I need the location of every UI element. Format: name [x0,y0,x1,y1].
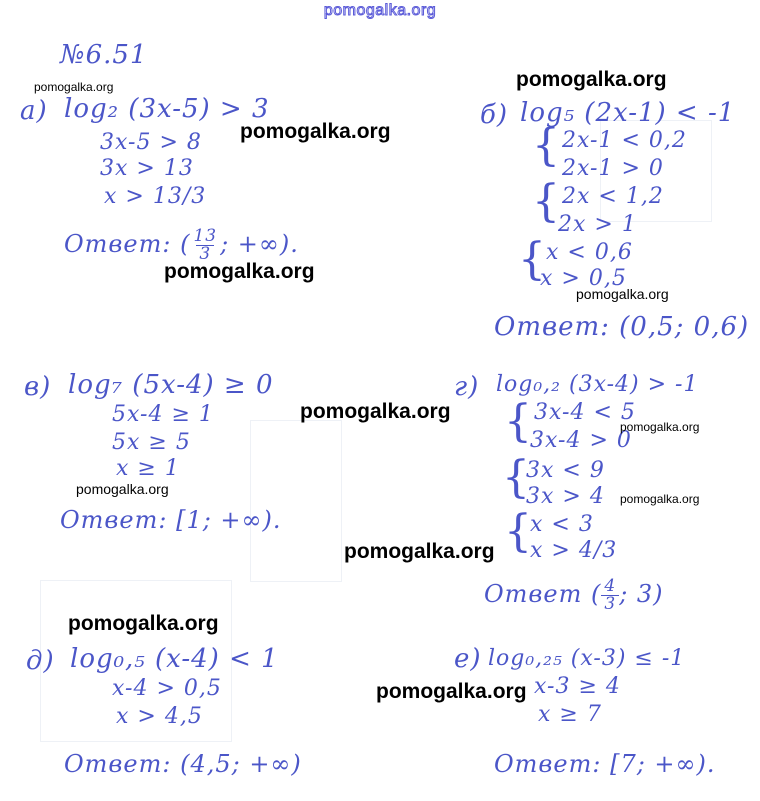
part-v-answer: Ответ: [1; +∞). [60,506,282,534]
part-a-line: x > 13/3 [104,184,207,209]
watermark: pomogalka.org [344,540,495,563]
system-brace: { [504,396,532,447]
watermark: pomogalka.org [34,80,114,94]
answer-fraction [601,578,619,613]
part-v-line: 5x ≥ 5 [112,430,191,455]
part-e-answer: Ответ: [7; +∞). [494,750,716,778]
header-watermark: pomogalka.org [323,2,437,19]
system-brace: { [518,234,546,285]
part-b-line: 2x-1 < 0,2 [562,128,687,153]
part-d-answer: Ответ: (4,5; +∞) [64,750,302,778]
system-brace: { [502,452,530,503]
part-a-line: 3x-5 > 8 [100,130,202,155]
part-g-line: x > 4/3 [530,538,618,563]
part-b-line: 2x < 1,2 [562,184,664,209]
part-e-line: x-3 ≥ 4 [534,674,621,699]
watermark: pomogalka.org [376,680,527,703]
watermark: pomogalka.org [620,492,700,506]
system-brace: { [532,176,560,227]
part-b-line: 2x > 1 [558,212,637,237]
part-g-line: 3x < 9 [526,458,605,483]
grid-trace [250,420,342,582]
part-v-line: 5x-4 ≥ 1 [112,402,214,427]
fraction-numerator: 4 [604,576,617,596]
part-e-line: log₀,₂₅ (x-3) ≤ -1 [488,646,686,671]
part-g-line: 3x > 4 [526,484,605,509]
part-g-line: log₀,₂ (3x-4) > -1 [496,372,699,397]
part-a-answer [64,228,299,263]
fraction-numerator: 13 [193,226,218,246]
watermark: pomogalka.org [68,612,219,635]
watermark: pomogalka.org [76,481,169,497]
part-d-label: д) [26,646,55,676]
part-d-line: x > 4,5 [116,704,203,729]
part-g-line: x < 3 [530,512,594,537]
answer-prefix: Ответ ( [484,580,602,608]
answer-suffix: ; 3) [619,580,664,608]
watermark: pomogalka.org [516,68,667,91]
part-b-label: б) [480,100,509,130]
answer-suffix: ; +∞). [220,230,299,258]
part-b-line: log₅ (2x-1) < -1 [520,98,736,128]
part-g-answer [484,578,664,613]
part-v-line: log₇ (5x-4) ≥ 0 [68,370,274,400]
fraction-denominator: 3 [601,595,619,613]
part-g-label: г) [454,372,480,402]
watermark: pomogalka.org [620,420,700,434]
part-b-line: x < 0,6 [546,240,633,265]
part-a-label: а) [20,96,48,126]
answer-fraction [190,228,220,263]
part-a-line: 3x > 13 [100,156,194,181]
fraction-denominator: 3 [196,245,214,263]
part-e-label: е) [454,644,482,674]
part-b-line: 2x-1 > 0 [562,156,664,181]
part-v-line: x ≥ 1 [116,456,180,481]
watermark: pomogalka.org [240,120,391,143]
part-g-line: 3x-4 > 0 [530,428,632,453]
part-v-label: в) [24,372,52,402]
answer-prefix: Ответ: ( [64,230,191,258]
system-brace: { [532,120,560,171]
part-a-line: log₂ (3x-5) > 3 [64,94,270,124]
part-e-line: x ≥ 7 [538,702,602,727]
part-d-line: x-4 > 0,5 [112,676,222,701]
watermark: pomogalka.org [300,400,451,423]
part-d-line: log₀,₅ (x-4) < 1 [70,644,279,674]
problem-number: №6.51 [60,40,148,70]
part-g-line: 3x-4 < 5 [534,400,636,425]
watermark: pomogalka.org [164,260,315,283]
watermark: pomogalka.org [576,286,669,302]
system-brace: { [504,506,532,557]
part-b-line: x > 0,5 [540,266,627,291]
part-b-answer: Ответ: (0,5; 0,6) [494,312,750,342]
